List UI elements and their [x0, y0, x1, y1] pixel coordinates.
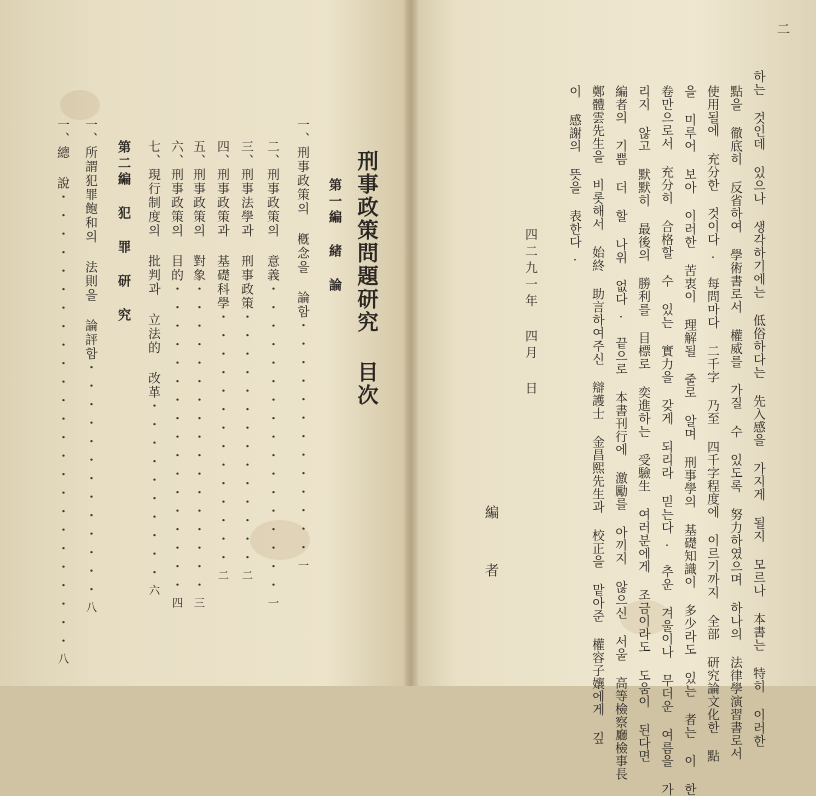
toc-leader: ・・・・・・・・・・・・・・・・・: [169, 282, 185, 597]
toc-page-number: 八: [84, 601, 98, 614]
toc-leader: ・・・・・・・・・・・・・・: [215, 310, 231, 570]
toc-entry-label: 五、刑事政策의 對象: [191, 140, 207, 283]
toc-page-number: 一: [296, 559, 310, 572]
toc-leader: ・・・・・・・・・・・・・: [295, 319, 311, 560]
toc-leader: ・・・・・・・・・・: [146, 399, 162, 585]
preface-column: 鄭體雲先生을 비롯해서 始終 助言하여주신 辯護士 金昌熙先生과 校正을 맡아준 權容子孃에게 깊: [590, 85, 606, 745]
toc-entry-label: 七、現行制度의 批判과 立法的 改革: [146, 140, 162, 400]
toc-page-number: 八: [56, 653, 70, 665]
toc-entry: [240, 140, 253, 582]
toc-entry: [147, 140, 160, 597]
part2-heading: 第二編 犯 罪 研 究: [115, 140, 130, 324]
toc-page-number: 四: [170, 597, 184, 609]
toc-title: 刑事政策問題研究 目次: [355, 150, 380, 407]
preface-column: 이 感謝의 뜻을 表한다.: [567, 85, 583, 264]
preface-column: 卷만으로서 充分히 合格할 수 있는 實力을 갖게 되리라 믿는다. 추운 겨울이나 무더운 여름을 가: [659, 85, 675, 796]
toc-leader: ・・・・・・・・・・・・・・・・・・・・・・・・・: [55, 190, 71, 653]
toc-entry: [170, 140, 183, 609]
preface-signature: 編 者: [483, 505, 499, 591]
toc-page-number: 二: [216, 569, 230, 582]
toc-entry: [216, 140, 229, 582]
toc-leader: ・・・・・・・・・・・・・・: [239, 310, 255, 570]
toc-leader: ・・・・・・・・・・・・・: [83, 361, 99, 602]
toc-leader: ・・・・・・・・・・・・・・・・・: [191, 282, 207, 597]
toc-page-number: 六: [147, 584, 161, 597]
toc-entry-label: 三、刑事法學과 刑事政策: [239, 140, 255, 311]
toc-entry: [84, 118, 97, 614]
preface-column: 點을 徹底히 反省하여 學術書로서 權威를 가질 수 있도록 努力하였으며 하나의 法律學演習書로서: [728, 85, 744, 760]
toc-entry-label: 四、刑事政策과 基礎科學: [215, 140, 231, 311]
toc-entry-label: 一、所謂犯罪飽和의 法則을 論評함: [83, 118, 99, 361]
toc-entry: [192, 140, 205, 609]
toc-page-number: 二: [240, 569, 254, 582]
toc-entry: [266, 140, 279, 609]
preface-column: 使用될에 充分한 것이다. 每問마다 二千字 乃至 四千字程度에 이르기까지 全部 研究論文化한 點: [705, 85, 721, 763]
toc-page-number: 三: [192, 597, 206, 609]
page-number: 二: [774, 22, 789, 36]
toc-entry: [56, 118, 69, 665]
left-page-table-of-contents: [0, 0, 410, 686]
preface-column: 하는 것인데 있으나 생각하기에는 低俗하다는 先入感을 가지게 될지 모르나 本書는 特히 이러한: [751, 70, 767, 748]
preface-date: 四二九一年 四月 日: [523, 228, 539, 398]
toc-entry-label: 二、刑事政策의 意義: [265, 140, 281, 283]
toc-entry-label: 一、總 說: [55, 118, 71, 191]
toc-leader: ・・・・・・・・・・・・・・・・・: [265, 282, 281, 597]
toc-entry-label: 一、刑事政策의 槪念을 論함: [295, 118, 311, 319]
toc-entry: [296, 118, 309, 572]
preface-column: 을 미루어 보아 이러한 苦衷이 理解될 줄로 알며 刑事學의 基礎知識이 多少라도 있는 者는 이 한: [682, 85, 698, 796]
toc-entry-label: 六、刑事政策의 目的: [169, 140, 185, 283]
part1-heading: 第一編 緒 論: [326, 178, 341, 294]
preface-column: 編者의 기쁨 더 할 나위 없다. 끝으로 本書刊行에 激勵를 아끼지 않으신 서울 高等檢察廳檢事長: [613, 85, 629, 781]
toc-page-number: 一: [266, 597, 280, 609]
right-page-preface: [416, 0, 816, 796]
preface-column: 리지 않고 默默히 最後의 勝利를 目標로 奕進하는 受驗生 여러분에게 조금이라도 도움이 된다면: [636, 85, 652, 763]
